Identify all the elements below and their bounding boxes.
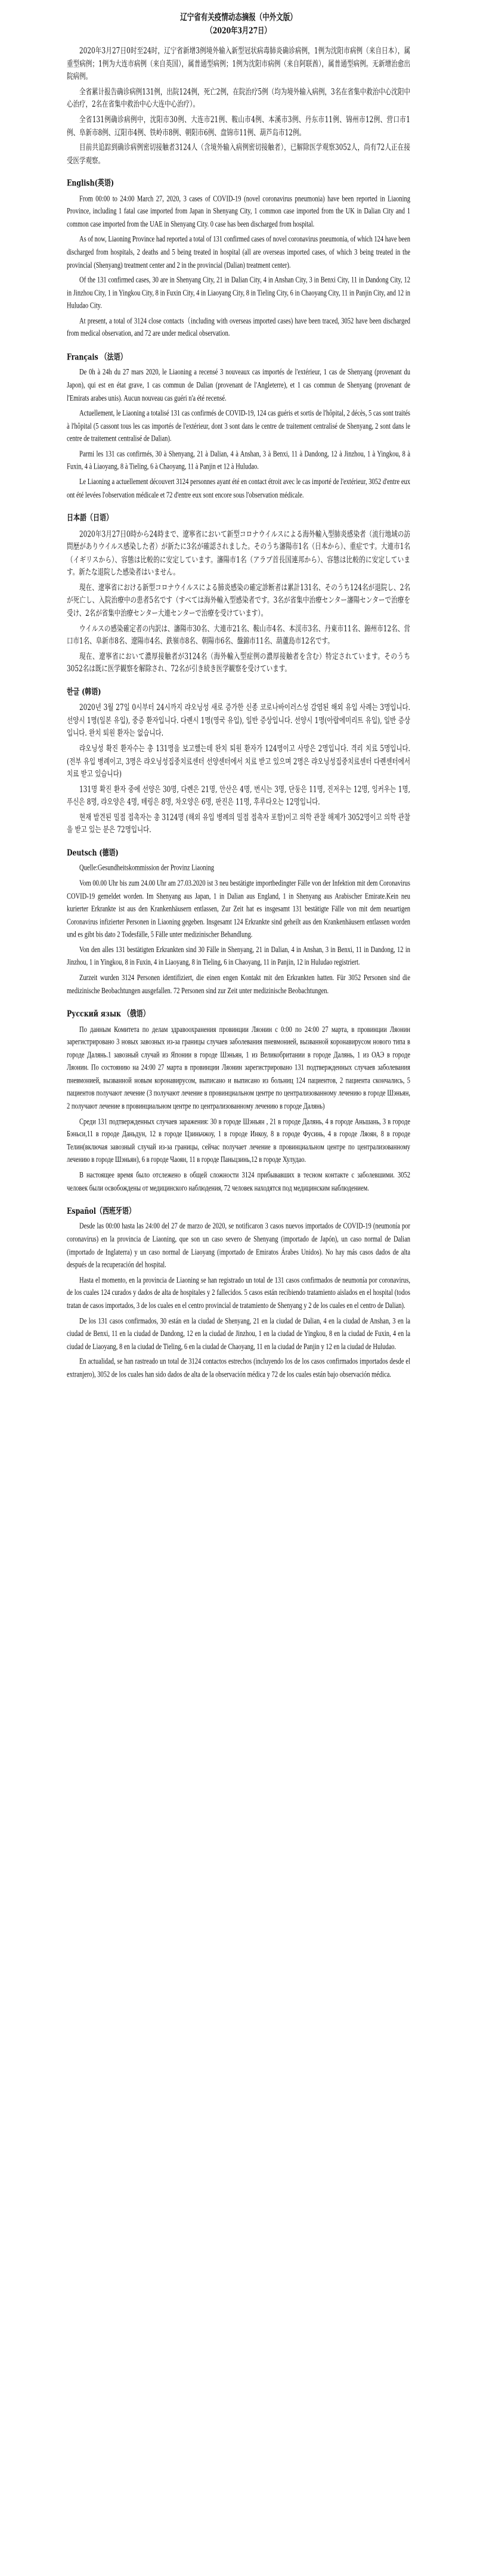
german-heading: Deutsch (德语) — [67, 848, 119, 858]
ru-paragraph-3: В настоящее время было отслежено в общей сложности 3124 прибывавших в тесном контакте с заболевшими. 3052 человек были освобождены от медицинского наблюдения, 72 человек находятся под медицинским наблюдением. — [67, 1171, 410, 1193]
en-paragraph-4: At present, a total of 3124 close contacts（including with overseas imported cases) have been traced, 3052 have been discharged from medical observation, and 72 are under medical observation. — [67, 317, 410, 339]
french-heading: Français （法语） — [67, 352, 127, 362]
de-paragraph-2: Von den alles 131 bestätigten Erkrankten sind 30 Fälle in Shenyang, 21 in Dalian, 4 in Anshan, 3 in Benxi, 11 in Dandong, 12 in Jinzhou, 1 in Yingkou, 8 in Fuxin, 4 in Liaoyang, 8 in Tieling, 6 in Chaoyang, 11 in Panjin, 12 in Huludao registriert. — [67, 946, 410, 968]
ja-paragraph-4: 現在、遼寧省において濃厚接触者が3124名（海外輸入型症例の濃厚接触者を含む）特定されています。そのうち3052名は既に医学観察を解除され、72名が引き続き医学観察を受けています。 — [67, 652, 410, 674]
ja-paragraph-3: ウイルスの感染確定者の内訳は、瀋陽市30名、大連市21名、鞍山市4名、本渓市3名、丹東市11名、錦州市12名、営口市1名、阜新市8名、遼陽市4名、鉄嶺市8名、朝陽市6名、盤錦市11名、葫蘆島市12名です。 — [67, 624, 410, 646]
zh-paragraph-4: 目前共追踪到确诊病例密切接触者3124人（含境外输入病例密切接触者），已解除医学观察3052人，尚有72人正在接受医学观察。 — [67, 143, 410, 166]
de-source-line: Quelle:Gesundheitskommission der Provinz Liaoning — [79, 864, 215, 873]
document-title: 辽宁省有关疫情动态摘报（中外文版） — [180, 11, 297, 23]
es-paragraph-4: En actualidad, se han rastreado un total de 3124 contactos estrechos (incluyendo los de los casos confirmados importados desde el extranjero), 3052 de los cuales han sido dados de alta de la observación médica y 72 de los cuales están bajo observación médica. — [67, 1357, 410, 1380]
english-heading: English(英语) — [67, 178, 114, 188]
es-paragraph-2: Hasta el momento, en la provincia de Liaoning se han registrado un total de 131 casos confirmados de neumonía por coronavirus, de los cuales 124 curados y dados de alta de hospitales y 2 fallecidos. 5 casos están recibiendo tratamiento aislados en el hospital (todos tratan de casos importados, 3 de los cuales en el centro provincial de tratamiento de Shenyang y 2 de los cuales en el centro de Dalian). — [67, 1276, 410, 1310]
document-date: （2020年3月27日） — [206, 25, 271, 36]
japanese-heading: 日本語（日语） — [67, 513, 113, 523]
en-paragraph-1: From 00:00 to 24:00 March 27, 2020, 3 cases of COVID-19 (novel coronavirus pneumonia) have been reported in Liaoning Province, including 1 fatal case imported from Japan in Shenyang City, 1 common case imported from the UK in Dalian City and 1 common case imported from the UAE in Shenyang City. 0 case has been discharged from hospital. — [67, 194, 410, 229]
ru-paragraph-1: По данным Комитета по делам здравоохранения провинции Ляонин с 0:00 по 24:00 27 марта, в провинции Ляонин зарегистрировано 3 новых завозных из-за границы случаев заболевания пневмонией, вызванной коронавирусом нового типа в городе Далянь.1 завозный случай из Японии в городе Шэньян, 1 из Великобритании в городе Далянь, 1 из ОАЭ в городе Ляонин. По состоянию на 24:00 27 марта в провинции Ляонин зарегистрировано 131 подтвержденных случаев заболевания пневмонией, вызванной новым коронавирусом, выписано и выписано из больниц 124 пациентов, 2 пациента скончались, 5 пациентов получают лечение (3 получают лечение в провинциальном центре по централизованному лечению в городе Шэньян, 2 получают лечение в провинциальном центре по централизованному лечению в городе Далянь) — [67, 1025, 410, 1111]
ja-paragraph-1: 2020年3月27日0時から24時まで、遼寧省において新型コロナウイルスによる海外輸入型肺炎感染者（流行地域の訪問歴がありウイルス感染した者）が新たに3名が確認されました。そのうち瀋陽市1名（日本から）、重症です。大連市1名（イギリスから）、容態は比較的に安定しています。瀋陽市1名（アラブ首長国連邦から）、容態は比較的に安定しています。新たな退院した感染者はいません。 — [67, 529, 410, 578]
section-english — [67, 176, 410, 341]
ko-paragraph-4: 현재 발견된 밀접 접촉자는 총 3124명 (해외 유입 병례의 밀접 접촉자 포함)이고 의학 관찰 해제가 3052명이고 의학 관찰을 받고 있는 분은 72명입니다. — [67, 813, 410, 835]
section-french — [67, 351, 410, 503]
es-paragraph-1: Desde las 00:00 hasta las 24:00 del 27 de marzo de 2020, se notificaron 3 casos nuevos importados de COVID-19 (neumonía por coronavirus) en la provincia de Liaoning, que son un caso severo de Shenyang (importado de Japón), un caso normal de Dalian (importado de Inglaterra) y un caso normal de Liaoyang (importado de Emiratos Árabes Unidos). No hay más casos dados de alta después de la recuperación del hospital. — [67, 1222, 410, 1270]
section-chinese — [67, 45, 410, 167]
ko-paragraph-1: 2020년 3월 27일 0시부터 24시까지 랴오닝성 새로 증가한 신종 코로나바이러스성 감염된 해외 유입 사례는 3명입니다. 선양시 1명(일본 유입), 중증 환자입니다. 다롄시 1명(영국 유입), 일반 증상입니다. 선양시 1명(아랍에미리트 유입), 일반 증상입니다. 완치 퇴원 환자는 없습니다. — [67, 703, 410, 739]
section-german — [67, 847, 410, 999]
fr-paragraph-4: Le Liaoning a actuellement découvert 3124 personnes ayant été en contact étroit avec le cas importé de l'extérieur, 3052 d'entre eux ont été levées l'observation médicale et 72 d'entre eux sont encore sous l'observation médicale. — [67, 478, 410, 500]
section-russian — [67, 1008, 410, 1195]
en-paragraph-2: As of now, Liaoning Province had reported a total of 131 confirmed cases of novel coronavirus pneumonia, of which 124 have been discharged from hospitals, 2 deaths and 5 being treated in hospital (all are overseas imported cases, of which 3 being treated in the provincial (Shenyang) treatment center and 2 in the provincial (Dalian) treatment center). — [67, 235, 410, 270]
section-korean — [67, 685, 410, 837]
korean-heading: 한글 (韩语) — [67, 687, 101, 697]
fr-paragraph-1: De 0h à 24h du 27 mars 2020, le Liaoning a recensé 3 nouveaux cas importés de l'extérieur, 1 cas de Shenyang (provenant du Japon), qui est en état grave, 1 cas commun de Dalian (provenant de l'Angleterre), et 1 cas commun de Shenyang (provenant de l'Emirats arabes unis). Aucun nouveau cas guéri n'a été recensé. — [67, 368, 410, 403]
fr-paragraph-3: Parmi les 131 cas confirmés, 30 à Shenyang, 21 à Dalian, 4 à Anshan, 3 à Benxi, 11 à Dandong, 12 à Jinzhou, 1 à Yingkou, 8 à Fuxin, 4 à Liaoyang, 8 à Tieling, 6 à Chaoyang, 11 à Panjin et 12 à Huludao. — [67, 450, 410, 472]
en-paragraph-3: Of the 131 confirmed cases, 30 are in Shenyang City, 21 in Dalian City, 4 in Anshan City, 3 in Benxi City, 11 in Dandong City, 12 in Jinzhou City, 1 in Yingkou City, 8 in Fuxin City, 4 in Liaoyang City, 8 in Tieling City, 6 in Chaoyang City, 11 in Panjin City, and 12 in Huludao City. — [67, 276, 410, 311]
section-japanese — [67, 512, 410, 676]
ru-paragraph-2: Среди 131 подтвержденных случаев заражения: 30 в городе Шэньян , 21 в городе Далянь, 4 в городе Аньшань, 3 в городе Бэньси,11 в городе Даньдун, 12 в городе Цзиньчжоу, 1 в городе Инкоу, 8 в городе Фусинь, 4 в городе Ляоян, 8 в городе Телин(включая завозный случай из-за границы, сейчас получает лечение в провинциальном центре по централизованному лечению в городе Шэньян), 6 в городе Чаоян, 11 в городе Паньцзинь,12 в городе Хулудао. — [67, 1117, 410, 1165]
de-paragraph-1: Vom 00.00 Uhr bis zum 24.00 Uhr am 27.03.2020 ist 3 neu bestätigte importbedingter Fälle von der Infektion mit dem Coronavirus COVID-19 gemeldet worden. Im Shenyang aus Japan, 1 in Dalian aus England, 1 in Shenyang aus Arabischer Emirate.Kein neu kurierter Erkrankte ist aus den Krankenhäusern entlassen, Zur Zeit hat es insgesamt 131 bestätigte Fälle von mit dem neuartigen Coronavirus infizierter Personen in Liaoning gegeben. Insgesamt 124 Erkrankte sind geheilt aus den Krankenhäusern entlassen worden und es gibt bis dato 2 Todesfälle, 5 Fälle unter medizinischer Behandlung. — [67, 879, 410, 940]
russian-heading: Русский язык （俄语） — [67, 1009, 150, 1019]
spanish-heading: Español（西班牙语） — [67, 1205, 135, 1216]
de-paragraph-3: Zurzeit wurden 3124 Personen identifiziert, die einen engen Kontakt mit den Erkrankten hatten. Für 3052 Personen sind die medizinische Beobachtungen ausgefallen. 72 Personen sind zur Zeit unter medizinische Beobachtungen. — [67, 974, 410, 996]
zh-paragraph-1: 2020年3月27日0时至24时，辽宁省新增3例境外输入新型冠状病毒肺炎确诊病例，1例为沈阳市病例（来自日本），属重型病例；1例为大连市病例（来自英国），属普通型病例；1例为沈阳市病例（来自阿联酋），属普通型病例。无新增治愈出院病例。 — [67, 46, 410, 82]
ja-paragraph-2: 現在、遼寧省における新型コロナウイルスによる肺炎感染の確定診断者は累計131名、そのうち124名が退院し、2名が死亡し、入院治療中の患者5名です（すべては海外輸入型感染者です。3名が省集中治療センター瀋陽センターで治療を受け、2名が省集中治療センター大連センターで治療を受けています）。 — [67, 583, 410, 618]
ko-paragraph-3: 131명 확진 환자 중에 선양은 30명, 다롄은 21명, 안산은 4명, 번시는 3명, 단둥은 11명, 진저우는 12명, 잉커우는 1명, 푸신은 8명, 랴오양은 4명, 톄링은 8명, 차오양은 6명, 판진은 11명, 후루다오는 12명입니다. — [67, 785, 410, 807]
es-paragraph-3: De los 131 casos confirmados, 30 están en la ciudad de Shenyang, 21 en la ciudad de Dalian, 4 en la ciudad de Anshan, 3 en la ciudad de Benxi, 11 en la ciudad de Dandong, 12 en la ciudad de Jinzhou, 1 en la ciudad de Yingkou, 8 en la ciudad de Fuxin, 4 en la ciudad de Liaoyang, 8 en la ciudad de Tieling, 6 en la ciudad de Chaoyang, 11 en la ciudad de Panjin y 12 en la ciudad de Huludao. — [67, 1316, 410, 1351]
zh-paragraph-2: 全省累计报告确诊病例131例，出院124例，死亡2例，在院治疗5例（均为境外输入病例，3名在省集中救治中心沈阳中心治疗，2名在省集中救治中心大连中心治疗）。 — [67, 87, 410, 110]
ko-paragraph-2: 랴오닝성 확진 환자수는 총 131명을 보고했는데 완치 퇴원 환자가 124명이고 사망은 2명입니다. 격리 치료 5명입니다.(전부 유입 병례이고, 3명은 랴오닝성집중치료센터 선양센터에서 치료 받고 있으며 2명은 랴오닝성집중치료센터 다롄센터에서 치료 받고 있습니다) — [67, 744, 410, 779]
zh-paragraph-3: 全省131例确诊病例中，沈阳市30例、大连市21例、鞍山市4例、本溪市3例、丹东市11例、锦州市12例、营口市1例、阜新市8例、辽阳市4例、铁岭市8例、朝阳市6例、盘锦市11例、葫芦岛市12例。 — [67, 115, 410, 138]
fr-paragraph-2: Actuellement, le Liaoning a totalisé 131 cas confirmés de COVID-19, 124 cas guéris et sortis de l'hôpital, 2 décès, 5 cas sont traités à l'hôpital (5 cassont tous les cas importés de l'extérieur, dont 3 sont dans le centre de traitement centralisé de Shenyang, 2 sont dans le centre de traitement centralisé de Dalian). — [67, 409, 410, 444]
section-spanish — [67, 1204, 410, 1382]
